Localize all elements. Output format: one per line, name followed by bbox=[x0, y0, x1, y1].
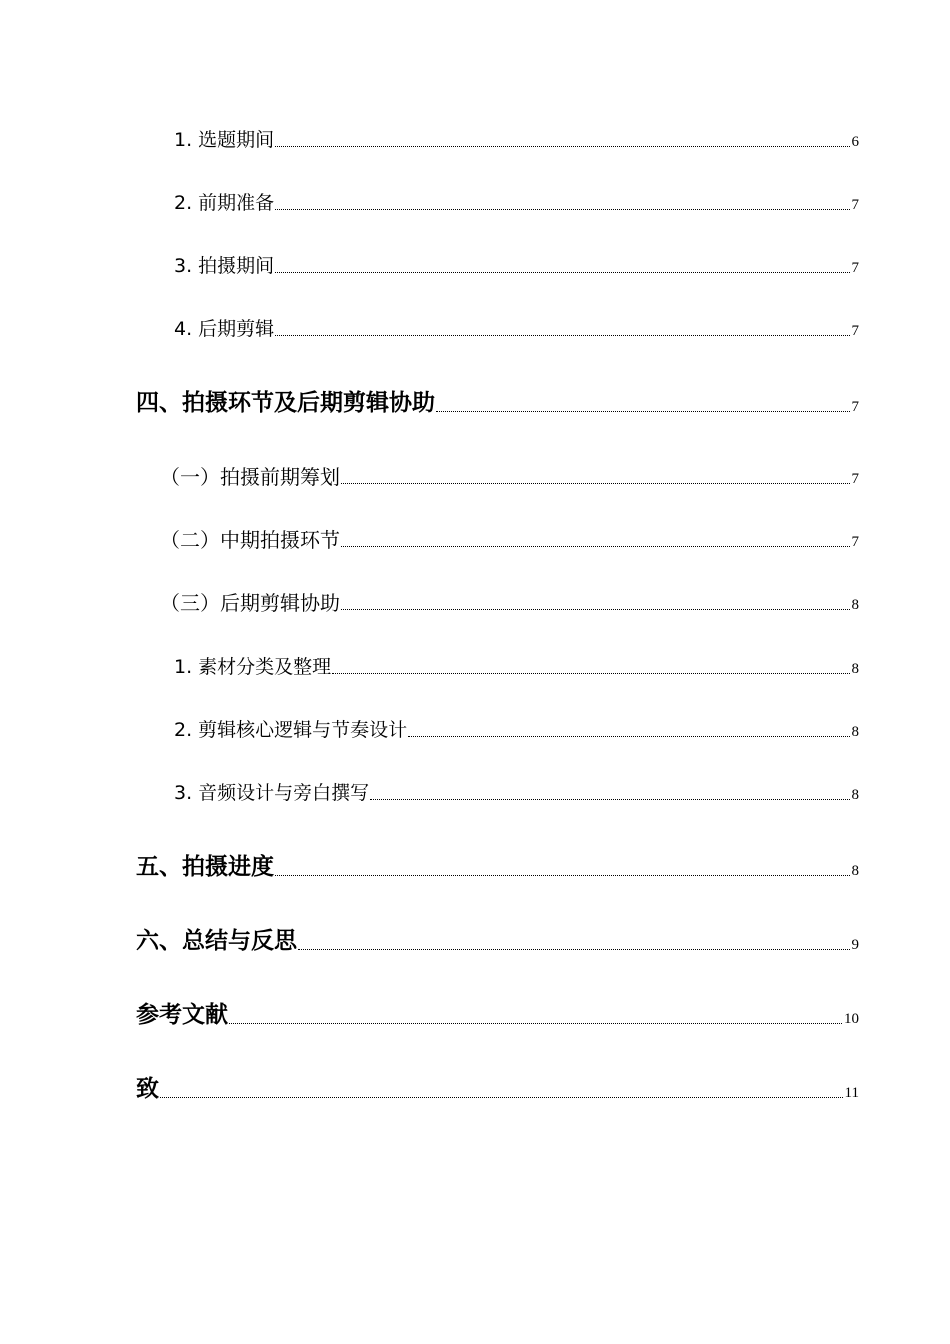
toc-entry-title: 2. 剪辑核心逻辑与节奏设计 bbox=[174, 719, 408, 741]
toc-entry[interactable] bbox=[136, 856, 859, 879]
toc-entry-title: 3. 音频设计与旁白撰写 bbox=[174, 782, 370, 804]
toc-entry-page: 7 bbox=[851, 323, 859, 339]
toc-entry[interactable] bbox=[160, 593, 859, 613]
toc-entry[interactable] bbox=[136, 930, 859, 953]
toc-leader-dots bbox=[298, 949, 850, 950]
toc-leader-dots bbox=[436, 411, 850, 412]
toc-entry[interactable] bbox=[136, 1004, 859, 1027]
toc-entry[interactable] bbox=[174, 658, 859, 677]
toc-entry-page: 8 bbox=[851, 787, 859, 803]
toc-entry-title: （三）后期剪辑协助 bbox=[160, 591, 340, 615]
toc-entry-title: 六、总结与反思 bbox=[136, 928, 297, 954]
toc-entry-title: （二）中期拍摄环节 bbox=[160, 528, 340, 552]
toc-entry-title: 1. 素材分类及整理 bbox=[174, 656, 332, 678]
toc-entry-page: 7 bbox=[851, 399, 859, 415]
toc-entry-page: 7 bbox=[851, 197, 859, 213]
toc-entry-page: 8 bbox=[851, 661, 859, 677]
toc-leader-dots bbox=[275, 146, 849, 147]
toc-entry-page: 6 bbox=[851, 134, 859, 150]
toc-entry-title: 致 bbox=[136, 1076, 159, 1102]
toc-leader-dots bbox=[370, 799, 849, 800]
toc-entry[interactable] bbox=[136, 392, 859, 415]
toc-entry-page: 7 bbox=[851, 471, 859, 487]
toc-leader-dots bbox=[275, 875, 850, 876]
toc-entry[interactable] bbox=[160, 530, 859, 550]
toc-leader-dots bbox=[229, 1023, 842, 1024]
toc-entry-title: （一）拍摄前期筹划 bbox=[160, 465, 340, 489]
toc-entry[interactable] bbox=[174, 784, 859, 803]
toc-entry[interactable] bbox=[160, 467, 859, 487]
toc-entry-title: 参考文献 bbox=[136, 1002, 228, 1028]
toc-entry-page: 8 bbox=[851, 863, 859, 879]
toc-entry-page: 11 bbox=[844, 1085, 859, 1101]
toc-entry-title: 4. 后期剪辑 bbox=[174, 318, 275, 340]
toc-entry-page: 8 bbox=[851, 724, 859, 740]
toc-leader-dots bbox=[275, 209, 849, 210]
toc-entry-page: 7 bbox=[851, 534, 859, 550]
toc-entry-title: 四、拍摄环节及后期剪辑协助 bbox=[136, 390, 435, 416]
toc-entry[interactable] bbox=[174, 131, 859, 150]
toc-entry[interactable] bbox=[174, 257, 859, 276]
toc-leader-dots bbox=[332, 673, 849, 674]
toc-leader-dots bbox=[275, 335, 849, 336]
toc-entry-title: 五、拍摄进度 bbox=[136, 854, 274, 880]
toc-entry-title: 3. 拍摄期间 bbox=[174, 255, 275, 277]
toc-entry-page: 10 bbox=[844, 1011, 859, 1027]
toc-entry-title: 1. 选题期间 bbox=[174, 129, 275, 151]
toc-entry[interactable] bbox=[174, 721, 859, 740]
toc-entry[interactable] bbox=[174, 194, 859, 213]
toc-entry-page: 7 bbox=[851, 260, 859, 276]
toc-leader-dots bbox=[341, 609, 850, 610]
toc-leader-dots bbox=[341, 546, 850, 547]
toc-entry[interactable] bbox=[136, 1078, 859, 1101]
toc-leader-dots bbox=[160, 1097, 843, 1098]
toc-entry[interactable] bbox=[174, 320, 859, 339]
toc-entry-title: 2. 前期准备 bbox=[174, 192, 275, 214]
toc-leader-dots bbox=[275, 272, 849, 273]
toc-leader-dots bbox=[341, 483, 850, 484]
toc-entry-page: 9 bbox=[851, 937, 859, 953]
toc-leader-dots bbox=[408, 736, 849, 737]
toc-entry-page: 8 bbox=[851, 597, 859, 613]
